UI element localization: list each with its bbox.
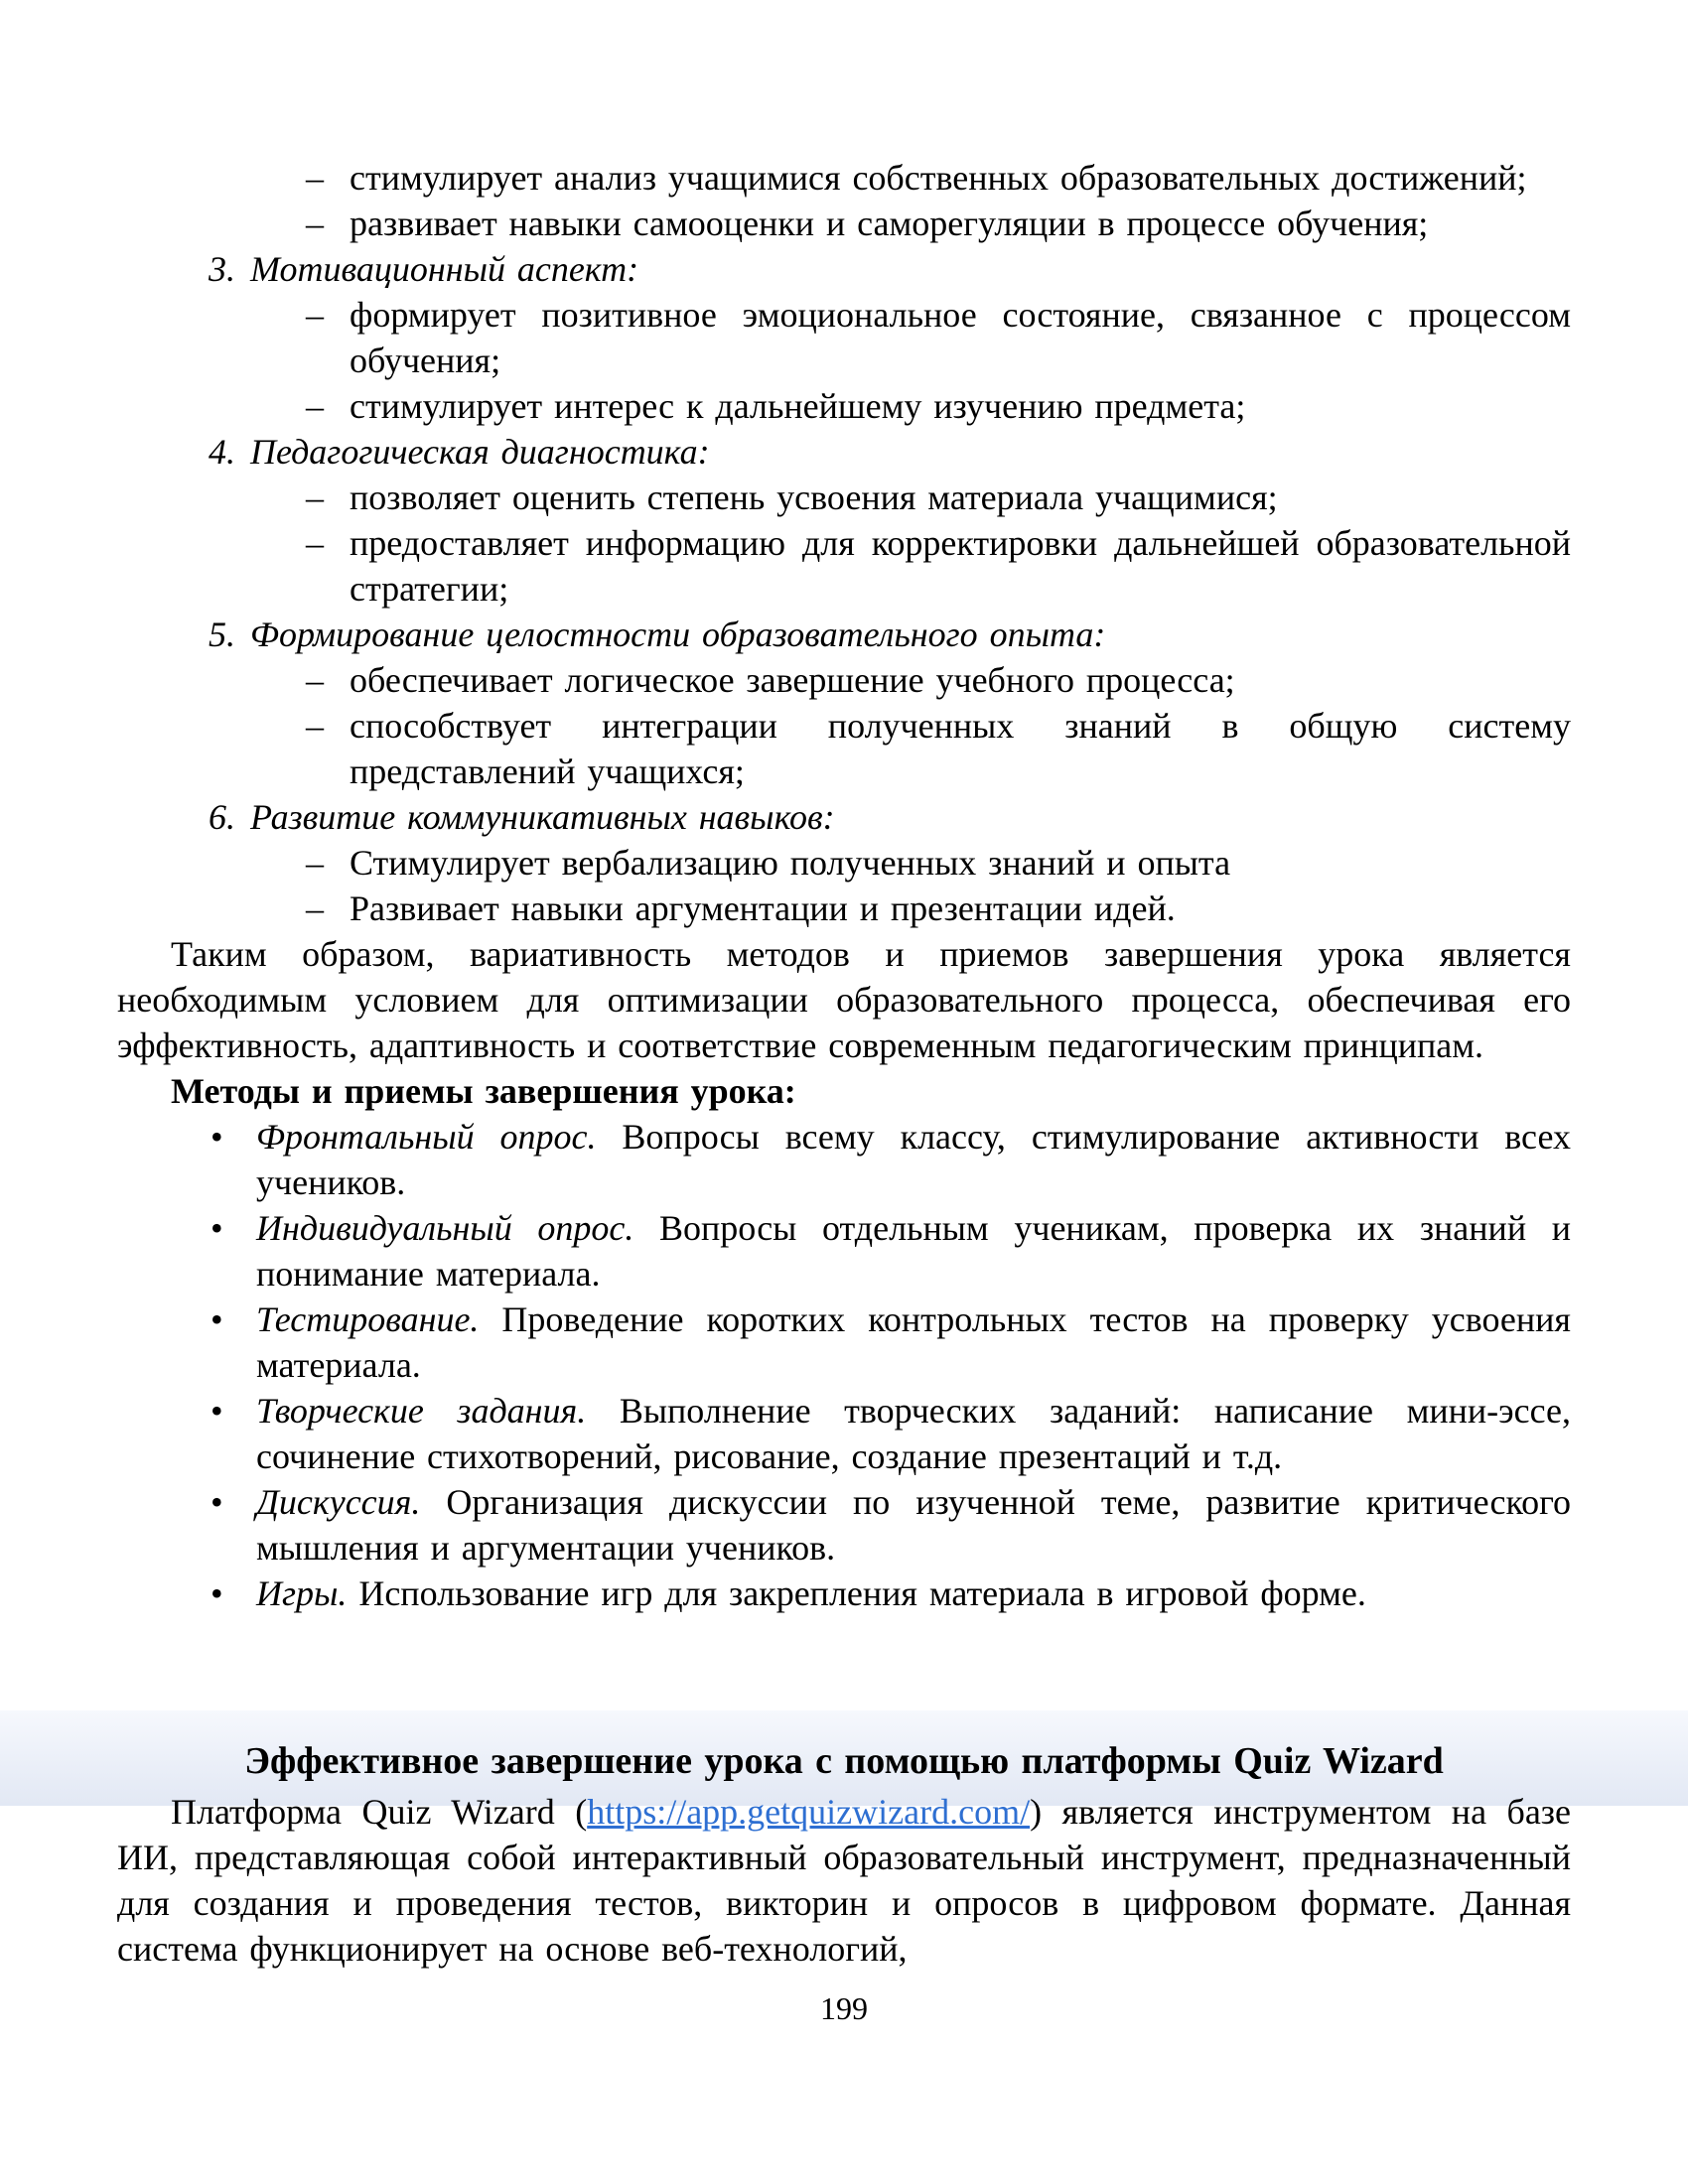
quiz-wizard-section — [0, 1710, 1688, 2031]
bullet-item — [211, 1114, 1571, 1205]
bullet-rest: Вопросы отдельным ученикам, проверка их знаний и понимание материала. — [256, 1208, 1571, 1294]
bullet-marker: • — [211, 1482, 223, 1522]
quiz-section-heading: Эффективное завершение урока с помощью платформы Quiz Wizard — [244, 1740, 1444, 1782]
list-item-text: стимулирует интерес к дальнейшему изучению предмета; — [350, 386, 1246, 426]
list-item — [306, 886, 1571, 931]
bullet-lead: Фронтальный опрос. — [256, 1117, 597, 1157]
dash-marker: – — [306, 158, 324, 198]
list-item-text: развивает навыки самооценки и саморегуляции в процессе обучения; — [350, 204, 1429, 243]
list-item-text: предоставляет информацию для корректировки дальнейшей образовательной стратегии; — [350, 523, 1571, 609]
page-number: 199 — [820, 1990, 868, 2026]
numbered-item — [209, 794, 1571, 840]
summary-paragraph: Таким образом, вариативность методов и приемов завершения урока является необходимым условием для оптимизации образовательного процесса, обеспечивая его эффективность, адаптивность и соответствие современным педагогическим принципам. — [117, 934, 1571, 1065]
bullet-item-text — [256, 1388, 1571, 1479]
dash-marker: – — [306, 706, 324, 746]
quiz-paragraph-end: ) является инструментом на базе ИИ, представляющая собой интерактивный образовательный инструмент, предназначенный для создания и проведения тестов, викторин и опросов в цифровом формате. Данная система функционирует на основе веб-технологий, — [117, 1792, 1571, 1969]
numbered-item-text: Формирование целостности образовательного опыта: — [250, 614, 1106, 654]
bullet-rest: Использование игр для закрепления материала в игровой форме. — [358, 1573, 1366, 1613]
number-marker: 3. — [209, 249, 235, 289]
list-item — [306, 657, 1571, 703]
number-marker: 5. — [209, 614, 235, 654]
quiz-paragraph — [117, 1789, 1571, 1972]
quiz-paragraph-start: Платформа Quiz Wizard ( — [171, 1792, 588, 1832]
bullet-item-text — [256, 1297, 1571, 1388]
bullet-lead: Дискуссия. — [256, 1482, 421, 1522]
methods-heading: Методы и приемы завершения урока: — [171, 1071, 796, 1111]
bullet-lead: Индивидуальный опрос. — [256, 1208, 634, 1248]
bullet-marker: • — [211, 1573, 223, 1613]
bullet-marker: • — [211, 1299, 223, 1339]
quizwizard-link[interactable]: https://app.getquizwizard.com/ — [587, 1792, 1031, 1832]
bullet-marker: • — [211, 1208, 223, 1248]
bullet-lead: Тестирование. — [256, 1299, 480, 1339]
list-item — [306, 703, 1571, 794]
list-item — [306, 475, 1571, 520]
bullet-lead: Игры. — [256, 1573, 348, 1613]
bullet-item-text — [256, 1205, 1571, 1297]
bullet-item — [211, 1297, 1571, 1388]
bullet-marker: • — [211, 1391, 223, 1431]
list-item-text: формирует позитивное эмоциональное состояние, связанное с процессом обучения; — [350, 295, 1571, 380]
list-item-text: обеспечивает логическое завершение учебного процесса; — [350, 660, 1235, 700]
bullet-rest: Вопросы всему классу, стимулирование активности всех учеников. — [256, 1117, 1571, 1202]
dash-marker: – — [306, 295, 324, 335]
list-item — [306, 155, 1571, 201]
bullet-item — [211, 1388, 1571, 1479]
list-item-text: Развивает навыки аргументации и презентации идей. — [350, 888, 1176, 928]
list-item-text: Стимулирует вербализацию полученных знаний и опыта — [350, 843, 1231, 883]
list-item-text: способствует интеграции полученных знаний в общую систему представлений учащихся; — [350, 706, 1571, 791]
number-marker: 6. — [209, 797, 235, 837]
numbered-item — [209, 612, 1571, 657]
number-marker: 4. — [209, 432, 235, 472]
list-item — [306, 292, 1571, 383]
bullet-item — [211, 1570, 1571, 1616]
numbered-item — [209, 429, 1571, 475]
dash-marker: – — [306, 888, 324, 928]
list-item — [306, 520, 1571, 612]
bullet-lead: Творческие задания. — [256, 1391, 587, 1431]
dash-marker: – — [306, 660, 324, 700]
bullet-rest: Выполнение творческих заданий: написание мини-эссе, сочинение стихотворений, рисование, создание презентаций и т.д. — [256, 1391, 1571, 1476]
dash-marker: – — [306, 204, 324, 243]
list-item — [306, 840, 1571, 886]
bullet-item — [211, 1205, 1571, 1297]
bullet-rest: Проведение коротких контрольных тестов на проверку усвоения материала. — [256, 1299, 1571, 1385]
bullet-marker: • — [211, 1117, 223, 1157]
numbered-item-text: Мотивационный аспект: — [250, 249, 639, 289]
list-item — [306, 201, 1571, 246]
list-item-text: позволяет оценить степень усвоения материала учащимися; — [350, 478, 1278, 517]
bullet-item-text — [256, 1570, 1571, 1616]
bullet-item — [211, 1479, 1571, 1570]
bullet-item-text — [256, 1479, 1571, 1570]
bullet-rest: Организация дискуссии по изученной теме, развитие критического мышления и аргументации учеников. — [256, 1482, 1571, 1568]
dash-marker: – — [306, 386, 324, 426]
list-item — [306, 383, 1571, 429]
numbered-item-text: Развитие коммуникативных навыков: — [250, 797, 835, 837]
dash-marker: – — [306, 843, 324, 883]
numbered-item — [209, 246, 1571, 292]
dash-marker: – — [306, 478, 324, 517]
list-item-text: стимулирует анализ учащимися собственных образовательных достижений; — [350, 158, 1527, 198]
bullet-item-text — [256, 1114, 1571, 1205]
dash-marker: – — [306, 523, 324, 563]
numbered-item-text: Педагогическая диагностика: — [250, 432, 710, 472]
